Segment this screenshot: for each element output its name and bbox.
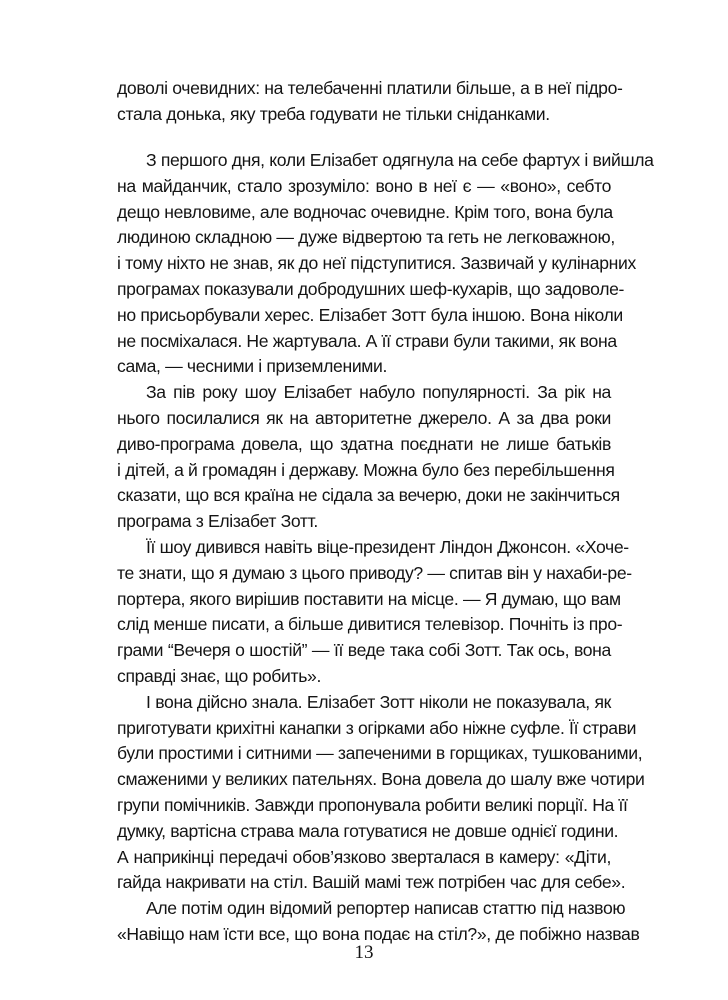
text-line: не посміхалася. Не жартувала. А її страви були такими, як вона <box>117 330 617 351</box>
text-line: думку, вартісна страва мала готуватися не довше однієї години. <box>117 820 619 841</box>
text-line: но присьорбували херес. Елізабет Зотт була іншою. Вона ніколи <box>117 304 623 325</box>
text-line: З першого дня, коли Елізабет одягнула на себе фартух і вийшла <box>146 150 654 170</box>
text-line: стала донька, яку треба годувати не тільки сніданками. <box>117 103 550 124</box>
text-line: на майданчик, стало зрозуміло: воно в неї є — «воно», себто <box>117 175 611 196</box>
text-line: і тому ніхто не знав, як до неї підступитися. Зазвичай у кулінарних <box>117 253 636 274</box>
paragraph <box>117 535 632 690</box>
text-line: «Навіщо нам їсти все, що вона подає на стіл?», де побіжно назвав <box>117 923 640 944</box>
text-line: дещо невловиме, але водночас очевидне. Крім того, вона була <box>117 201 613 222</box>
text-line: смаженими у великих пательнях. Вона довела до шалу вже чотири <box>117 769 645 790</box>
paragraph <box>117 76 623 128</box>
text-line: сама, — чесними і приземленими. <box>117 356 388 377</box>
text-line: програма з Елізабет Зотт. <box>117 511 318 532</box>
text-line: слід менше писати, а більше дивитися телевізор. Почніть із про- <box>117 614 623 635</box>
text-line: справді знає, що робить». <box>117 665 321 686</box>
text-line: За пів року шоу Елізабет набуло популярності. За рік на <box>146 382 611 403</box>
page-number: 13 <box>354 942 374 963</box>
text-line: групи помічників. Завжди пропонувала робити великі порції. На її <box>117 794 628 815</box>
text-line: диво-програма довела, що здатна поєднати не лише батьків <box>117 433 611 454</box>
text-line: нього посилалися як на авторитетне джерело. А за два роки <box>117 407 611 428</box>
paragraph <box>117 896 640 948</box>
text-line: Але потім один відомий репортер написав статтю під назвою <box>146 898 626 919</box>
text-line: портера, якого вирішив поставити на місце. — Я думаю, що вам <box>117 588 621 609</box>
text-line: І вона дійсно знала. Елізабет Зотт ніколи не показувала, як <box>146 691 611 712</box>
text-line: те знати, що я думаю з цього приводу? — спитав він у нахаби-ре- <box>117 562 632 583</box>
page-text <box>117 76 623 128</box>
paragraph <box>117 148 654 380</box>
paragraph <box>117 380 620 535</box>
text-line: були простими і ситними — запеченими в горщиках, тушкованими, <box>117 743 643 764</box>
text-line: А наприкінці передачі обов’язково зверталася в камеру: «Діти, <box>117 846 611 867</box>
text-line: і дітей, а й громадян і державу. Можна було без перебільшення <box>117 459 615 480</box>
page-text-main <box>117 148 654 948</box>
text-line: Її шоу дивився навіть віце-президент Ліндон Джонсон. «Хоче- <box>146 536 629 557</box>
text-line: сказати, що вся країна не сідала за вечерю, доки не закінчиться <box>117 485 620 506</box>
text-line: програмах показували добродушних шеф-кухарів, що задоволе- <box>117 278 625 299</box>
text-line: доволі очевидних: на телебаченні платили більше, а в неї підро- <box>117 78 623 98</box>
text-line: людиною складною — дуже відвертою та геть не легковажною, <box>117 227 615 248</box>
text-line: гайда накривати на стіл. Вашій мамі теж потрібен час для себе». <box>117 872 626 893</box>
text-line: приготувати крихітні канапки з огірками або ніжне суфле. Її страви <box>117 717 637 738</box>
paragraph <box>117 690 645 896</box>
text-line: грами “Вечеря о шостій” — її веде така собі Зотт. Так ось, вона <box>117 640 611 661</box>
